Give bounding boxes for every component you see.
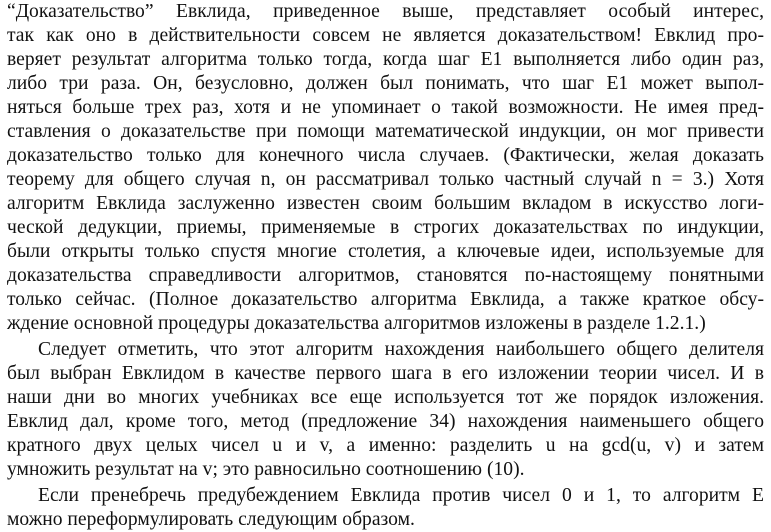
text-line: “Доказательство” Евклида, приведенное выше, представляет особый интерес, [7,1,764,22]
text-line: можно переформулировать следующим образом. [7,509,415,530]
text-line: веряет результат алгоритма только тогда, когда шаг E1 выполняется либо один раз, [7,49,764,70]
text-line: Если пренебречь предубеждением Евклида против чисел 0 и 1, то алгоритм E [38,485,764,506]
text-line: наши дни во многих учебниках все еще используется тот же порядок изложения. [7,387,764,408]
text-line: доказательство только для конечного числа случаев. (Фактически, желая доказать [7,145,764,166]
text-line: умножить результат на v; это равносильно соотношению (10). [7,459,525,480]
text-line: алгоритм Евклида заслуженно известен своим большим вкладом в искусство логи- [7,193,764,214]
text-line: теорему для общего случая n, он рассматривал только частный случай n = 3.) Хотя [7,169,764,190]
text-line: Следует отметить, что этот алгоритм нахождения наибольшего общего делителя [38,339,764,360]
text-line: доказательства справедливости алгоритмов, становятся по-настоящему понятными [7,265,764,286]
text-line: только сейчас. (Полное доказательство алгоритма Евклида, а также краткое обсу- [7,289,764,310]
text-line: так как оно в действительности совсем не является доказательством! Евклид про- [7,25,764,46]
text-line: либо три раза. Он, безусловно, должен был понимать, что шаг E1 может выпол- [7,73,764,94]
text-line: ставления о доказательстве при помощи математической индукции, он мог привести [7,121,764,142]
text-line: ческой дедукции, приемы, применяемые в строгих доказательствах по индукции, [7,217,764,238]
text-line: был выбран Евклидом в качестве первого шага в его изложении теории чисел. И в [7,363,764,384]
text-line: ждение основной процедуры доказательства алгоритмов изложены в разделе 1.2.1.) [7,313,706,334]
text-line: няться больше трех раз, хотя и не упоминает о такой возможности. Не имея пред- [7,97,764,118]
text-line: кратного двух целых чисел u и v, а именно: разделить u на gcd(u, v) и затем [7,435,764,456]
text-line: были открыты только спустя многие столетия, а ключевые идеи, используемые для [7,241,764,262]
text-line: Евклид дал, кроме того, метод (предложение 34) нахождения наименьшего общего [7,411,764,432]
